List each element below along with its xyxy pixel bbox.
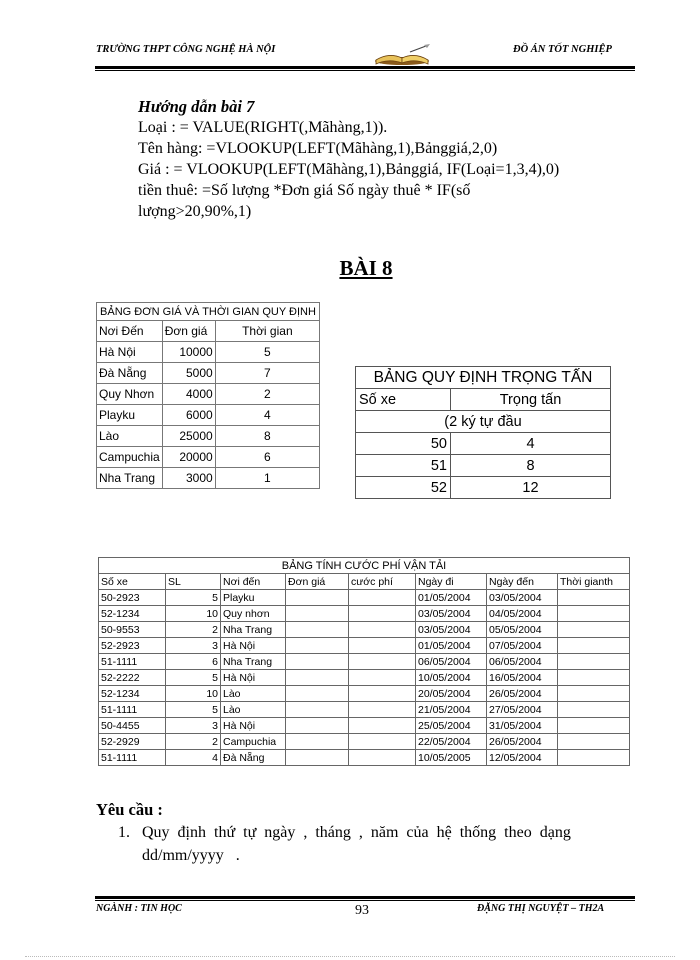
table-row (97, 405, 320, 426)
cell: 4 (215, 405, 319, 426)
cell: 03/05/2004 (416, 622, 487, 638)
cell: 01/05/2004 (416, 638, 487, 654)
cell (286, 750, 349, 766)
cell: 26/05/2004 (487, 686, 558, 702)
table-title: BẢNG TÍNH CƯỚC PHÍ VẬN TẢI (99, 558, 630, 574)
cell (286, 702, 349, 718)
cell: 27/05/2004 (487, 702, 558, 718)
cell: Quy nhơn (221, 606, 286, 622)
cell: 51-1111 (99, 654, 166, 670)
cell (349, 734, 416, 750)
table-row (99, 686, 630, 702)
cell: 26/05/2004 (487, 734, 558, 750)
cell: 52-2222 (99, 670, 166, 686)
column-header: Số xe (99, 574, 166, 590)
cell: 2 (166, 622, 221, 638)
table-row (97, 342, 320, 363)
cell (286, 718, 349, 734)
cell: 3 (166, 718, 221, 734)
guide-line: Giá : = VLOOKUP(LEFT(Mãhàng,1),Bảnggiá, IF(Loại=1,3,4),0) (138, 161, 560, 178)
price-time-table (96, 302, 320, 489)
cell: 20/05/2004 (416, 686, 487, 702)
cell: 06/05/2004 (487, 654, 558, 670)
cell: 25/05/2004 (416, 718, 487, 734)
cell: Lào (97, 426, 163, 447)
cell (558, 590, 630, 606)
cell: Nha Trang (221, 654, 286, 670)
table-row (99, 750, 630, 766)
cell (349, 590, 416, 606)
column-header: Đơn giá (286, 574, 349, 590)
cell: Lào (221, 686, 286, 702)
cell: Hà Nội (221, 670, 286, 686)
table-row (99, 606, 630, 622)
cell: 4 (451, 433, 611, 455)
cell: Playku (97, 405, 163, 426)
cell (349, 622, 416, 638)
cell: 6000 (162, 405, 215, 426)
cell (286, 686, 349, 702)
cell: 05/05/2004 (487, 622, 558, 638)
cell: 10000 (162, 342, 215, 363)
cell: 52-2929 (99, 734, 166, 750)
footer-rule-thin (95, 900, 635, 901)
freight-table (98, 557, 630, 766)
cell: 6 (215, 447, 319, 468)
cell (558, 670, 630, 686)
table-row (99, 590, 630, 606)
requirements-title: Yêu cầu : (96, 800, 163, 819)
cell (558, 718, 630, 734)
cell: Campuchia (97, 447, 163, 468)
cell (349, 606, 416, 622)
cell: 50-4455 (99, 718, 166, 734)
cell: 5000 (162, 363, 215, 384)
cell: 2 (166, 734, 221, 750)
cell: 21/05/2004 (416, 702, 487, 718)
cell: 5 (215, 342, 319, 363)
cell (286, 606, 349, 622)
cell: 3000 (162, 468, 215, 489)
guide-title: Hướng dẫn bài 7 (138, 97, 255, 116)
cell (349, 702, 416, 718)
column-header: Ngày đến (487, 574, 558, 590)
cell: Lào (221, 702, 286, 718)
table-row (97, 468, 320, 489)
cell: Playku (221, 590, 286, 606)
cell: 2 (215, 384, 319, 405)
cell: 8 (215, 426, 319, 447)
cell (558, 734, 630, 750)
column-header: Nơi đến (221, 574, 286, 590)
table-row (97, 447, 320, 468)
table-row (99, 638, 630, 654)
cell: 50-2923 (99, 590, 166, 606)
table-row (97, 426, 320, 447)
table-row (356, 433, 611, 455)
cell: 51-1111 (99, 750, 166, 766)
table-row (99, 718, 630, 734)
cell (349, 638, 416, 654)
guide-line: lượng>20,90%,1) (138, 203, 252, 220)
table-row (356, 455, 611, 477)
table-title: BẢNG ĐƠN GIÁ VÀ THỜI GIAN QUY ĐỊNH (97, 303, 320, 321)
cell: Nha Trang (97, 468, 163, 489)
cell (286, 654, 349, 670)
header-school: TRƯỜNG THPT CÔNG NGHỆ HÀ NỘI (96, 44, 276, 55)
footer-author: ĐẶNG THỊ NGUYỆT – TH2A (477, 903, 605, 914)
cell (558, 638, 630, 654)
cell: 31/05/2004 (487, 718, 558, 734)
cell: 22/05/2004 (416, 734, 487, 750)
tonnage-table (355, 366, 611, 499)
cell: 1 (215, 468, 319, 489)
cell: 10 (166, 606, 221, 622)
column-header: cước phí (349, 574, 416, 590)
guide-line: tiền thuê: =Số lượng *Đơn giá Số ngày thuê * IF(số (138, 182, 471, 199)
cell: 51-1111 (99, 702, 166, 718)
guide-line: Tên hàng: =VLOOKUP(LEFT(Mãhàng,1),Bảnggiá,2,0) (138, 140, 498, 157)
cell: 4000 (162, 384, 215, 405)
column-header: Đơn giá (162, 321, 215, 342)
cell: Hà Nội (221, 718, 286, 734)
cell: 7 (215, 363, 319, 384)
cell: 8 (451, 455, 611, 477)
table-row (99, 734, 630, 750)
page-edge (25, 956, 675, 957)
cell: 50 (356, 433, 451, 455)
table-row (97, 384, 320, 405)
cell: 12/05/2004 (487, 750, 558, 766)
column-header: Ngày đi (416, 574, 487, 590)
cell: 10 (166, 686, 221, 702)
cell: 5 (166, 590, 221, 606)
cell: 12 (451, 477, 611, 499)
cell (558, 750, 630, 766)
guide-line: Loại : = VALUE(RIGHT(,Mãhàng,1)). (138, 119, 388, 136)
cell: 10/05/2004 (416, 670, 487, 686)
cell (558, 654, 630, 670)
cell: 06/05/2004 (416, 654, 487, 670)
table-subheader: (2 ký tự đầu (356, 411, 611, 433)
table-title: BẢNG QUY ĐỊNH TRỌNG TẤN (356, 367, 611, 389)
column-header: Trọng tấn (451, 389, 611, 411)
open-book-icon (372, 44, 434, 68)
cell (286, 638, 349, 654)
cell (286, 622, 349, 638)
cell (286, 734, 349, 750)
cell (349, 654, 416, 670)
cell: 51 (356, 455, 451, 477)
cell: 04/05/2004 (487, 606, 558, 622)
cell (349, 750, 416, 766)
footer-major: NGÀNH : TIN HỌC (96, 903, 182, 914)
table-row (99, 654, 630, 670)
cell: 5 (166, 670, 221, 686)
cell (286, 590, 349, 606)
column-header: SL (166, 574, 221, 590)
cell (349, 686, 416, 702)
cell: Hà Nội (221, 638, 286, 654)
table-row (99, 702, 630, 718)
item-number: 1. (118, 824, 130, 841)
header-rule-thin (95, 70, 635, 71)
cell (558, 622, 630, 638)
cell: 10/05/2005 (416, 750, 487, 766)
column-header: Nơi Đến (97, 321, 163, 342)
cell (558, 606, 630, 622)
column-header: Thời gianth (558, 574, 630, 590)
table-row (99, 670, 630, 686)
cell: Đà Nẵng (97, 363, 163, 384)
footer-rule (95, 896, 635, 899)
table-row (356, 477, 611, 499)
cell: Hà Nội (97, 342, 163, 363)
cell: 07/05/2004 (487, 638, 558, 654)
guide-section (138, 96, 559, 222)
cell: 52-1234 (99, 606, 166, 622)
section-title: BÀI 8 (339, 256, 393, 280)
cell: 52-1234 (99, 686, 166, 702)
cell: 50-9553 (99, 622, 166, 638)
requirement-line: Quy định thứ tự ngày , tháng , năm của hệ thống theo dạng (142, 824, 571, 841)
cell: Quy Nhơn (97, 384, 163, 405)
cell (558, 702, 630, 718)
cell: 16/05/2004 (487, 670, 558, 686)
cell (349, 718, 416, 734)
cell: 6 (166, 654, 221, 670)
column-header: Số xe (356, 389, 451, 411)
table-row (97, 363, 320, 384)
header-project: ĐỒ ÁN TỐT NGHIỆP (513, 44, 612, 55)
cell: Nha Trang (221, 622, 286, 638)
cell: 3 (166, 638, 221, 654)
cell: 52 (356, 477, 451, 499)
header-rule (95, 66, 635, 69)
cell: 20000 (162, 447, 215, 468)
column-header: Thời gian (215, 321, 319, 342)
cell: Đà Nẵng (221, 750, 286, 766)
cell: 4 (166, 750, 221, 766)
page-number: 93 (355, 903, 369, 918)
cell: 52-2923 (99, 638, 166, 654)
cell (558, 686, 630, 702)
requirement-line: dd/mm/yyyy . (142, 847, 240, 864)
cell (286, 670, 349, 686)
table-row (99, 622, 630, 638)
cell: 5 (166, 702, 221, 718)
cell: 25000 (162, 426, 215, 447)
cell: 03/05/2004 (416, 606, 487, 622)
cell (349, 670, 416, 686)
cell: 03/05/2004 (487, 590, 558, 606)
cell: Campuchia (221, 734, 286, 750)
cell: 01/05/2004 (416, 590, 487, 606)
